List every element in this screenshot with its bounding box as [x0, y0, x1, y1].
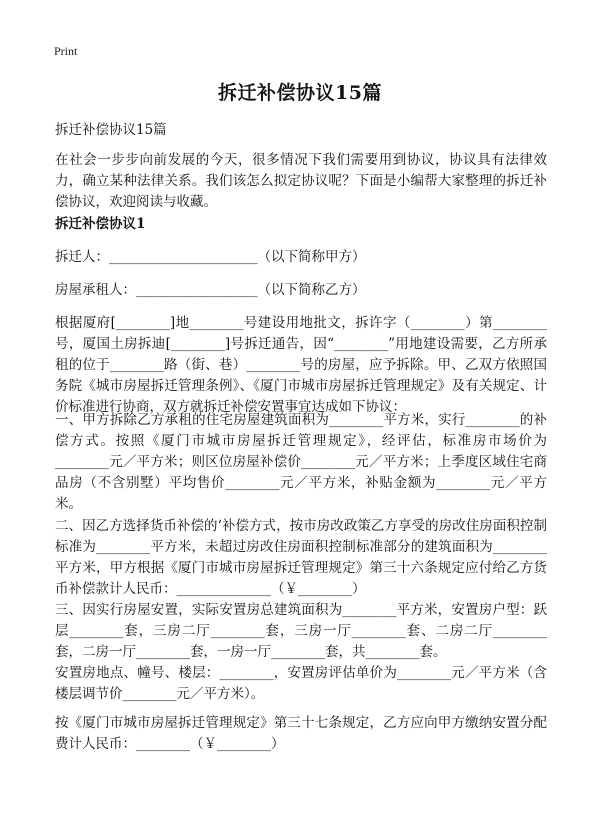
party-b-line: 房屋承租人：__________________（以下简称乙方） — [55, 282, 366, 298]
document-title: 拆迁补偿协议15篇 — [218, 82, 382, 104]
document-subtitle: 拆迁补偿协议15篇 — [55, 122, 167, 138]
basis-paragraph: 根据厦府[________]地________号建设用地批文，拆许字（________）第________号，厦国土房拆迪[________]号拆迁通告，因“________”用地建设需要，乙方所承租的位于________路（街、巷）________号的房屋，应予拆除。甲、乙双方依照国务院《城市房屋拆迁管理条例》、《厦门市城市房屋拆迁管理规定》及有关规定、计价标准进行协商，双方就拆迁补偿安置事宜达成如下协议： — [55, 315, 547, 415]
intro-paragraph: 在社会一步步向前发展的今天，很多情况下我们需要用到协议，协议具有法律效力，确立某种法律关系。我们该怎么拟定协议呢？下面是小编帮大家整理的拆迁补偿协议，欢迎阅读与收藏。 — [55, 152, 547, 210]
print-link[interactable]: Print — [54, 44, 78, 58]
clause-three-paragraph: 三、因实行房屋安置，实际安置房总建筑面积为________平方米，安置房户型：跃层________套，三房二厅________套，三房一厅________套、二房二厅________套，二房一厅________套，一房一厅________套，共________套。 — [55, 602, 547, 660]
payment-paragraph: 按《厦门市城市房屋拆迁管理规定》第三十七条规定，乙方应向甲方缴纳安置分配费计人民币：________（￥________） — [55, 715, 547, 752]
clause-two-paragraph: 二、因乙方选择货币补偿的‘补偿方式，按市房改政策乙方享受的房改住房面积控制标准为________平方米，未超过房改住房面积控制标准部分的建筑面积为________平方米，甲方根据《厦门市城市房屋拆迁管理规定》第三十六条规定应付给乙方货币补偿款计人民币：______________（￥________） — [55, 518, 547, 597]
section-heading: 拆迁补偿协议1 — [55, 216, 146, 232]
clause-one-paragraph: 一、甲方拆除乙方承租的住宅房屋建筑面积为________平方米，实行________的补偿方式。按照《厦门市城市房屋拆迁管理规定》，经评估，标准房市场价为________元／平方米；则区位房屋补偿价________元／平方米；上季度区域住宅商品房（不含别墅）平均售价________元／平方米，补贴金额为________元／平方米。 — [55, 412, 547, 512]
party-a-line: 拆迁人：______________________（以下简称甲方） — [55, 249, 366, 265]
location-paragraph: 安置房地点、幢号、楼层：________，安置房评估单价为________元／平方米（含楼层调节价________元／平方米）。 — [55, 665, 547, 702]
